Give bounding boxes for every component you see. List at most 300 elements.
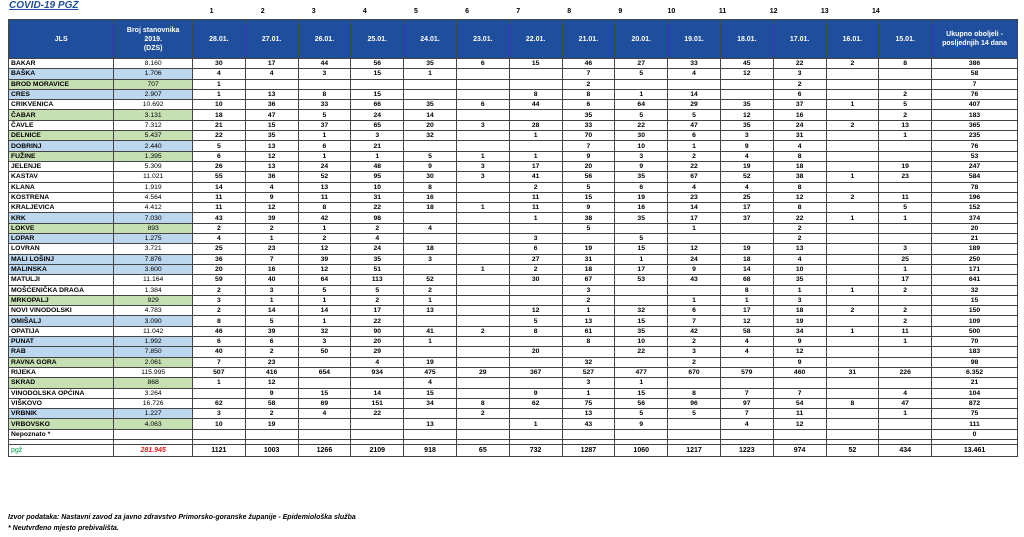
day-count-cell: 30 [615,131,668,141]
jls-cell: RAVNA GORA [9,357,114,367]
day-count-cell [404,409,457,419]
day-count-cell [720,378,773,388]
day-number: 7 [516,8,521,15]
day-count-cell: 6 [615,182,668,192]
day-count-cell [668,79,721,89]
day-count-cell: 15 [615,388,668,398]
sum-total-cell: 13.461 [932,444,1018,456]
day-count-cell: 1 [668,295,721,305]
total-cell: 75 [932,409,1018,419]
day-count-cell: 19 [615,192,668,202]
table-row [9,254,1018,264]
day-count-cell [668,429,721,439]
sum-row [9,444,1018,456]
day-count-cell: 9 [509,388,562,398]
day-count-cell [826,89,879,99]
day-count-cell: 11 [298,192,351,202]
day-count-cell [456,275,509,285]
day-count-cell: 934 [351,367,404,377]
day-count-cell: 69 [298,398,351,408]
day-count-cell [826,357,879,367]
sum-day-cell: 1217 [668,444,721,456]
day-count-cell: 42 [668,326,721,336]
day-count-cell: 4 [668,182,721,192]
total-cell: 152 [932,203,1018,213]
day-count-cell: 58 [720,326,773,336]
page-title[interactable]: COVID-19 PGŽ [9,0,79,11]
day-count-cell: 4 [720,419,773,429]
day-count-cell [351,378,404,388]
day-count-cell [509,357,562,367]
day-count-cell: 3 [562,285,615,295]
total-cell: 21 [932,234,1018,244]
day-count-cell: 11 [879,326,932,336]
day-count-cell: 4 [879,388,932,398]
day-count-cell: 9 [245,192,298,202]
day-count-cell: 2 [456,326,509,336]
day-count-cell: 2 [826,306,879,316]
day-count-cell [298,357,351,367]
day-number: 1 [209,8,214,15]
table-row [9,203,1018,213]
day-count-cell: 96 [668,398,721,408]
day-count-cell: 55 [192,172,245,182]
day-count-cell: 8 [773,182,826,192]
day-count-cell [509,295,562,305]
day-count-cell: 15 [351,69,404,79]
day-count-cell: 30 [509,275,562,285]
day-count-cell: 15 [351,89,404,99]
total-cell: 76 [932,89,1018,99]
day-count-cell [192,429,245,439]
day-count-cell: 4 [720,182,773,192]
total-cell: 171 [932,264,1018,274]
day-count-cell: 2 [879,285,932,295]
table-row [9,110,1018,120]
population-cell: 1.384 [114,285,193,295]
population-header-line: 2019. [144,35,162,43]
day-count-cell: 20 [192,264,245,274]
day-count-cell: 97 [720,398,773,408]
population-cell: 7.312 [114,120,193,130]
day-count-cell: 35 [615,213,668,223]
population-cell: 1.275 [114,234,193,244]
day-count-cell: 38 [562,213,615,223]
jls-cell: OPATIJA [9,326,114,336]
day-count-cell: 20 [562,161,615,171]
day-count-cell: 53 [615,275,668,285]
day-count-cell [720,89,773,99]
day-count-cell [826,337,879,347]
population-cell: 1.706 [114,69,193,79]
day-count-cell: 9 [773,337,826,347]
day-count-cell: 4 [245,182,298,192]
day-count-cell [826,69,879,79]
day-count-cell: 8 [668,388,721,398]
day-count-cell [456,316,509,326]
day-count-cell [245,79,298,89]
total-cell: 872 [932,398,1018,408]
population-header [114,20,193,59]
total-cell: 20 [932,223,1018,233]
day-count-cell: 1 [826,326,879,336]
total-cell: 32 [932,285,1018,295]
table-row [9,429,1018,439]
day-count-cell [509,223,562,233]
day-count-cell: 11 [773,409,826,419]
population-cell: 3.721 [114,244,193,254]
day-count-cell: 2 [879,110,932,120]
day-count-cell: 7 [245,254,298,264]
day-count-cell: 22 [773,213,826,223]
day-count-cell: 2 [509,182,562,192]
total-cell: 584 [932,172,1018,182]
day-count-cell: 6 [298,141,351,151]
day-count-cell [879,357,932,367]
day-count-cell [404,89,457,99]
total-cell: 98 [932,357,1018,367]
day-count-cell: 7 [720,409,773,419]
day-count-cell: 1 [562,306,615,316]
population-cell: 3.600 [114,264,193,274]
sum-day-cell: 974 [773,444,826,456]
jls-cell: KRALJEVICA [9,203,114,213]
day-count-cell: 17 [351,306,404,316]
day-count-cell [668,378,721,388]
day-count-cell: 13 [245,89,298,99]
population-cell: 11.164 [114,275,193,285]
day-count-cell [826,110,879,120]
table-row [9,59,1018,69]
day-count-cell [773,429,826,439]
day-count-cell: 35 [562,110,615,120]
day-count-cell: 6 [192,337,245,347]
day-count-cell: 54 [773,398,826,408]
day-count-cell: 8 [192,316,245,326]
population-cell: 4.564 [114,192,193,202]
day-count-cell: 36 [245,172,298,182]
day-count-cell: 35 [615,172,668,182]
day-count-cell: 19 [720,244,773,254]
day-count-cell: 3 [404,254,457,264]
day-count-cell: 9 [773,357,826,367]
table-row [9,367,1018,377]
day-count-cell: 14 [720,264,773,274]
day-count-cell [562,347,615,357]
day-count-cell [879,141,932,151]
day-count-cell: 14 [668,89,721,99]
table-body [9,59,1018,457]
day-count-cell: 44 [509,100,562,110]
day-count-cell [879,234,932,244]
day-count-cell: 2 [245,223,298,233]
total-header [932,20,1018,59]
day-count-cell: 12 [298,264,351,274]
day-count-cell: 9 [562,151,615,161]
total-cell: 247 [932,161,1018,171]
day-count-cell: 6 [668,131,721,141]
day-count-cell: 9 [562,203,615,213]
day-count-cell [456,347,509,357]
table-row [9,347,1018,357]
total-cell: 15 [932,295,1018,305]
day-count-cell: 5 [192,141,245,151]
total-cell: 641 [932,275,1018,285]
day-number: 13 [820,8,829,15]
table-row [9,306,1018,316]
day-count-cell: 9 [615,161,668,171]
day-count-cell: 12 [509,306,562,316]
day-count-cell: 90 [351,326,404,336]
day-count-cell: 4 [192,69,245,79]
day-count-cell: 2 [192,223,245,233]
day-count-cell: 12 [245,378,298,388]
day-count-cell: 5 [298,110,351,120]
day-count-cell [351,419,404,429]
day-count-cell [298,79,351,89]
table-row [9,141,1018,151]
day-count-cell: 5 [245,316,298,326]
day-count-cell: 31 [351,192,404,202]
day-number: 14 [871,8,880,15]
day-count-cell: 19 [720,161,773,171]
day-count-cell: 8 [456,398,509,408]
day-count-cell: 2 [879,306,932,316]
day-count-cell: 1 [298,131,351,141]
day-count-cell: 48 [351,161,404,171]
day-count-cell: 367 [509,367,562,377]
day-count-cell [879,378,932,388]
day-count-cell: 18 [773,161,826,171]
day-count-cell: 2 [245,347,298,357]
total-cell: 196 [932,192,1018,202]
day-count-cell: 9 [720,141,773,151]
day-count-cell: 19 [773,316,826,326]
jls-cell: MALI LOŠINJ [9,254,114,264]
table-row [9,378,1018,388]
day-count-cell [456,110,509,120]
day-count-cell: 6 [668,306,721,316]
day-count-cell: 22 [192,131,245,141]
jls-cell: RIJEKA [9,367,114,377]
day-count-cell: 3 [773,295,826,305]
day-count-cell: 18 [404,244,457,254]
population-cell: 4.063 [114,419,193,429]
day-count-cell [456,89,509,99]
day-count-cell [826,419,879,429]
table-row [9,357,1018,367]
jls-cell: VRBOVSKO [9,419,114,429]
day-count-cell: 16 [615,203,668,213]
day-count-cell [826,275,879,285]
sum-day-cell: 52 [826,444,879,456]
day-count-cell: 14 [298,306,351,316]
day-count-cell: 11 [509,203,562,213]
day-count-cell: 32 [615,306,668,316]
day-count-cell [615,429,668,439]
total-cell: 78 [932,182,1018,192]
day-count-cell: 32 [404,131,457,141]
day-count-cell: 18 [720,254,773,264]
day-count-cell: 17 [879,275,932,285]
jls-cell: ČAVLE [9,120,114,130]
day-count-cell: 17 [668,213,721,223]
day-count-cell: 14 [351,388,404,398]
day-count-cell: 52 [720,172,773,182]
day-count-cell: 47 [879,398,932,408]
day-count-cell: 17 [720,306,773,316]
population-cell: 707 [114,79,193,89]
population-header-line: (DZS) [143,44,163,52]
day-count-cell: 56 [562,172,615,182]
day-count-cell: 1 [298,151,351,161]
day-count-cell: 39 [298,254,351,264]
day-count-cell: 7 [773,388,826,398]
day-count-cell: 98 [351,213,404,223]
day-count-cell: 24 [351,244,404,254]
day-number: 6 [465,8,469,15]
day-count-cell: 151 [351,398,404,408]
jls-cell: MALINSKA [9,264,114,274]
day-count-cell: 13 [404,419,457,429]
day-count-cell: 21 [192,120,245,130]
day-count-cell: 10 [615,141,668,151]
day-count-cell: 11 [879,192,932,202]
day-count-cell: 15 [509,59,562,69]
day-count-cell: 2 [773,79,826,89]
day-count-cell: 61 [562,326,615,336]
jls-cell: VINODOLSKA OPĆINA [9,388,114,398]
jls-cell: KLANA [9,182,114,192]
day-count-cell: 3 [298,337,351,347]
sum-day-cell: 2109 [351,444,404,456]
table-row [9,234,1018,244]
day-count-cell: 34 [773,326,826,336]
day-count-cell [351,429,404,439]
day-count-cell: 1 [615,89,668,99]
table-row [9,337,1018,347]
day-count-cell: 35 [720,100,773,110]
day-count-cell: 26 [192,161,245,171]
day-count-cell: 18 [192,110,245,120]
day-count-cell [456,295,509,305]
day-count-cell: 3 [456,120,509,130]
day-count-cell: 13 [245,161,298,171]
population-cell: 929 [114,295,193,305]
day-number: 3 [311,8,316,15]
day-number: 9 [618,8,623,15]
day-count-cell: 22 [615,120,668,130]
day-count-cell: 29 [351,347,404,357]
day-count-cell: 17 [615,264,668,274]
day-count-cell: 31 [826,367,879,377]
day-count-cell [615,295,668,305]
table-row [9,398,1018,408]
day-count-cell: 1 [298,295,351,305]
day-count-cell: 5 [615,110,668,120]
day-count-cell: 2 [668,337,721,347]
day-count-cell: 6 [456,59,509,69]
day-count-cell [509,337,562,347]
date-header: 16.01. [826,20,879,59]
population-cell: 11.021 [114,172,193,182]
date-header: 15.01. [879,20,932,59]
population-cell: 10.692 [114,100,193,110]
day-count-cell: 3 [509,234,562,244]
day-count-cell [456,254,509,264]
day-count-cell [773,378,826,388]
day-count-cell: 52 [298,172,351,182]
day-count-cell: 15 [562,192,615,202]
population-cell: 115.995 [114,367,193,377]
day-count-cell: 30 [404,172,457,182]
total-cell: 183 [932,347,1018,357]
day-count-cell [879,69,932,79]
covid-table [8,19,1018,457]
day-count-cell: 6 [773,89,826,99]
day-count-cell: 12 [245,151,298,161]
day-count-cell [509,378,562,388]
day-count-cell [456,131,509,141]
day-count-cell: 5 [668,110,721,120]
day-count-cell: 64 [298,275,351,285]
total-cell: 407 [932,100,1018,110]
table-row [9,295,1018,305]
day-count-cell: 4 [192,234,245,244]
total-cell: 104 [932,388,1018,398]
day-count-cell: 1 [192,89,245,99]
day-count-cell: 35 [615,326,668,336]
day-count-cell: 1 [404,69,457,79]
population-cell: 1.227 [114,409,193,419]
day-count-cell: 7 [562,69,615,79]
population-cell: 5.309 [114,161,193,171]
day-count-cell: 65 [351,120,404,130]
total-cell: 0 [932,429,1018,439]
table-row [9,69,1018,79]
day-count-cell: 14 [404,110,457,120]
day-count-cell [879,223,932,233]
jls-cell: BROD MORAVICE [9,79,114,89]
day-count-cell: 1 [562,388,615,398]
total-cell: 386 [932,59,1018,69]
day-number-row [8,8,1018,19]
day-count-cell: 6 [245,337,298,347]
day-count-cell [404,264,457,274]
population-cell [114,429,193,439]
table-row [9,161,1018,171]
day-count-cell: 11 [509,192,562,202]
day-count-cell: 35 [720,120,773,130]
day-count-cell: 6 [562,100,615,110]
day-count-cell [456,285,509,295]
day-count-cell: 8 [720,285,773,295]
day-count-cell: 16 [245,264,298,274]
total-cell: 7 [932,79,1018,89]
day-count-cell: 37 [720,213,773,223]
day-count-cell [826,182,879,192]
day-count-cell: 35 [404,59,457,69]
jls-cell: PUNAT [9,337,114,347]
day-count-cell: 62 [509,398,562,408]
population-cell: 1.992 [114,337,193,347]
day-count-cell: 2 [298,234,351,244]
day-count-cell: 40 [245,275,298,285]
table-row [9,79,1018,89]
day-count-cell: 19 [245,419,298,429]
day-count-cell: 1 [404,337,457,347]
day-count-cell [720,234,773,244]
